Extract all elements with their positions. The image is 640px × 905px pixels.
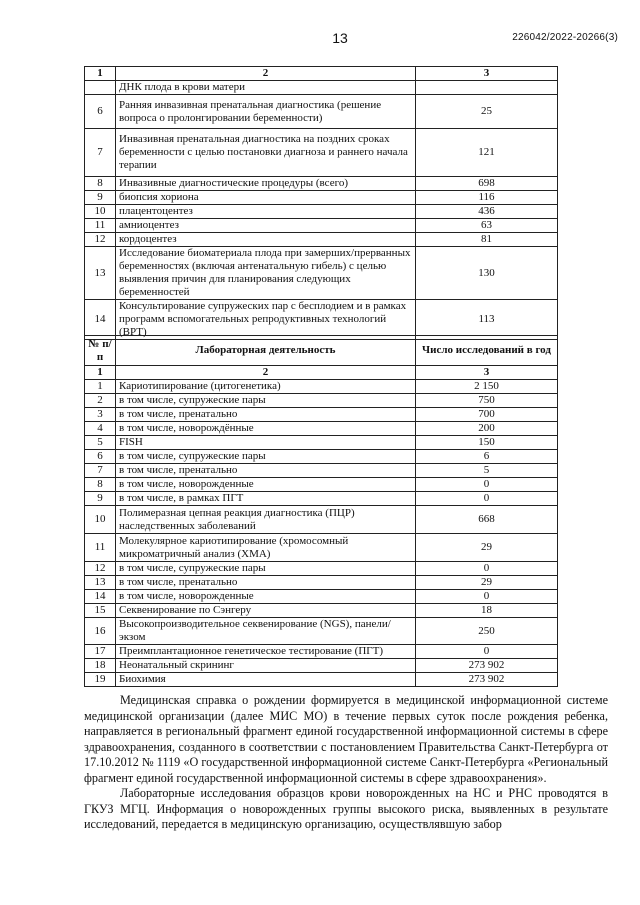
table-row — [85, 436, 558, 450]
row-value: 29 — [416, 576, 558, 590]
row-value: 750 — [416, 394, 558, 408]
table-row — [85, 590, 558, 604]
row-value: 0 — [416, 562, 558, 576]
body-text — [84, 693, 608, 833]
table-header-row — [85, 67, 558, 81]
document-id: 226042/2022-20266(3) — [512, 32, 618, 43]
row-number: 8 — [85, 478, 116, 492]
row-text: Секвенирование по Сэнгеру — [116, 604, 416, 618]
row-text: Полимеразная цепная реакция диагностика (ПЦР) наследственных заболеваний — [116, 506, 416, 534]
row-value: 0 — [416, 590, 558, 604]
row-text: FISH — [116, 436, 416, 450]
table-row — [85, 450, 558, 464]
table-row — [85, 673, 558, 687]
row-number: 17 — [85, 645, 116, 659]
row-text: в том числе, новорожденные — [116, 478, 416, 492]
row-text: Инвазивные диагностические процедуры (всего) — [116, 177, 416, 191]
table-row — [85, 205, 558, 219]
row-value: 121 — [416, 129, 558, 177]
row-value: 18 — [416, 604, 558, 618]
table-row — [85, 177, 558, 191]
row-value: 6 — [416, 450, 558, 464]
row-text: в том числе, пренатально — [116, 408, 416, 422]
row-number: 11 — [85, 219, 116, 233]
table-row — [85, 233, 558, 247]
table-row — [85, 380, 558, 394]
row-number: 10 — [85, 205, 116, 219]
row-value: 700 — [416, 408, 558, 422]
table-laboratory-activity — [84, 335, 558, 687]
row-text: плацентоцентез — [116, 205, 416, 219]
row-number: 14 — [85, 300, 116, 340]
table-row — [85, 618, 558, 645]
row-number: 2 — [85, 394, 116, 408]
paragraph: Лабораторные исследования образцов крови новорожденных на НС и РНС проводятся в ГКУЗ МГЦ. Информация о новорожденных группы высокого риска, выявленных в результате исследований, передается в медицинскую организацию, осуществлявшую забор — [84, 786, 608, 831]
numbering-cell: 3 — [416, 366, 558, 380]
table-numbering-row — [85, 366, 558, 380]
table-row — [85, 478, 558, 492]
table-row — [85, 604, 558, 618]
table-row — [85, 247, 558, 300]
row-text: в том числе, пренатально — [116, 576, 416, 590]
table-row — [85, 191, 558, 205]
row-value: 0 — [416, 478, 558, 492]
col-count-header: Число исследований в год — [416, 336, 558, 366]
table-invasive-diagnostics — [84, 66, 558, 340]
row-value: 150 — [416, 436, 558, 450]
col-value-header: 3 — [416, 67, 558, 81]
paragraph: Медицинская справка о рождении формируется в медицинской информационной системе медицинской организации (далее МИС МО) в течение первых суток после рождения ребенка, направляется в региональный фрагмент единой государственной информационной системы в сфере здравоохранения, созданного в соответствии с постановлением Правительства Санкт-Петербурга от 17.10.2012 № 1119 «О государственной информационной системе Санкт-Петербурга «Региональный фрагмент единой государственной информационной системы в сфере здравоохранения». — [84, 693, 608, 785]
row-text: Ранняя инвазивная пренатальная диагностика (решение вопроса о пролонгировании беременности) — [116, 95, 416, 129]
row-number: 6 — [85, 95, 116, 129]
row-text: Консультирование супружеских пар с бесплодием и в рамках программ вспомогательных репродуктивных технологий (ВРТ) — [116, 300, 416, 340]
row-text: в том числе, новорождённые — [116, 422, 416, 436]
row-number: 13 — [85, 247, 116, 300]
row-value: 436 — [416, 205, 558, 219]
row-text: в том числе, супружеские пары — [116, 450, 416, 464]
row-value — [416, 81, 558, 95]
row-text: Исследование биоматериала плода при замерших/прерванных беременностях (включая антенатальную гибель) с целью выявления причин для планирования следующих беременностей — [116, 247, 416, 300]
row-text: Биохимия — [116, 673, 416, 687]
table-row — [85, 492, 558, 506]
row-text: Кариотипирование (цитогенетика) — [116, 380, 416, 394]
row-value: 116 — [416, 191, 558, 205]
row-value: 0 — [416, 645, 558, 659]
row-number: 16 — [85, 618, 116, 645]
row-text: в том числе, новорожденные — [116, 590, 416, 604]
col-number-header: № п/п — [85, 336, 116, 366]
row-text: Молекулярное кариотипирование (хромосомный микроматричный анализ (ХМА) — [116, 534, 416, 562]
row-value: 0 — [416, 492, 558, 506]
row-text: амниоцентез — [116, 219, 416, 233]
row-number: 3 — [85, 408, 116, 422]
row-value: 130 — [416, 247, 558, 300]
row-number: 12 — [85, 562, 116, 576]
table-row — [85, 422, 558, 436]
table-row — [85, 562, 558, 576]
row-text: ДНК плода в крови матери — [116, 81, 416, 95]
row-text: в том числе, супружеские пары — [116, 394, 416, 408]
col-number-header: 1 — [85, 67, 116, 81]
row-text: в том числе, пренатально — [116, 464, 416, 478]
row-number: 7 — [85, 129, 116, 177]
row-value: 5 — [416, 464, 558, 478]
table-row — [85, 129, 558, 177]
row-value: 250 — [416, 618, 558, 645]
row-value: 273 902 — [416, 659, 558, 673]
row-number: 11 — [85, 534, 116, 562]
row-value: 113 — [416, 300, 558, 340]
row-value: 29 — [416, 534, 558, 562]
col-name-header: 2 — [116, 67, 416, 81]
table-row — [85, 659, 558, 673]
col-activity-header: Лабораторная деятельность — [116, 336, 416, 366]
row-text: в том числе, супружеские пары — [116, 562, 416, 576]
numbering-cell: 2 — [116, 366, 416, 380]
row-text: Инвазивная пренатальная диагностика на поздних сроках беременности с целью постановки диагноза и раннего начала терапии — [116, 129, 416, 177]
row-number: 1 — [85, 380, 116, 394]
table-row — [85, 408, 558, 422]
row-text: Преимплантационное генетическое тестирование (ПГТ) — [116, 645, 416, 659]
row-text: кордоцентез — [116, 233, 416, 247]
row-number: 6 — [85, 450, 116, 464]
row-number: 9 — [85, 191, 116, 205]
table-row — [85, 95, 558, 129]
table-row — [85, 506, 558, 534]
row-text: Высокопроизводительное секвенирование (NGS), панели/экзом — [116, 618, 416, 645]
row-number: 15 — [85, 604, 116, 618]
row-value: 273 902 — [416, 673, 558, 687]
row-number: 8 — [85, 177, 116, 191]
numbering-cell: 1 — [85, 366, 116, 380]
row-number: 4 — [85, 422, 116, 436]
table-header-row — [85, 336, 558, 366]
row-value: 25 — [416, 95, 558, 129]
row-value: 2 150 — [416, 380, 558, 394]
row-text: Неонатальный скрининг — [116, 659, 416, 673]
row-value: 81 — [416, 233, 558, 247]
row-number: 13 — [85, 576, 116, 590]
row-value: 200 — [416, 422, 558, 436]
table-row — [85, 576, 558, 590]
row-text: биопсия хориона — [116, 191, 416, 205]
row-number — [85, 81, 116, 95]
row-value: 698 — [416, 177, 558, 191]
table-row — [85, 464, 558, 478]
row-number: 9 — [85, 492, 116, 506]
table-row — [85, 81, 558, 95]
page-number: 13 — [332, 30, 348, 46]
table-row — [85, 300, 558, 340]
row-number: 18 — [85, 659, 116, 673]
row-number: 7 — [85, 464, 116, 478]
row-number: 10 — [85, 506, 116, 534]
row-value: 63 — [416, 219, 558, 233]
table-row — [85, 219, 558, 233]
row-text: в том числе, в рамках ПГТ — [116, 492, 416, 506]
row-number: 12 — [85, 233, 116, 247]
table-row — [85, 645, 558, 659]
row-value: 668 — [416, 506, 558, 534]
table-row — [85, 534, 558, 562]
row-number: 5 — [85, 436, 116, 450]
row-number: 19 — [85, 673, 116, 687]
row-number: 14 — [85, 590, 116, 604]
table-row — [85, 394, 558, 408]
